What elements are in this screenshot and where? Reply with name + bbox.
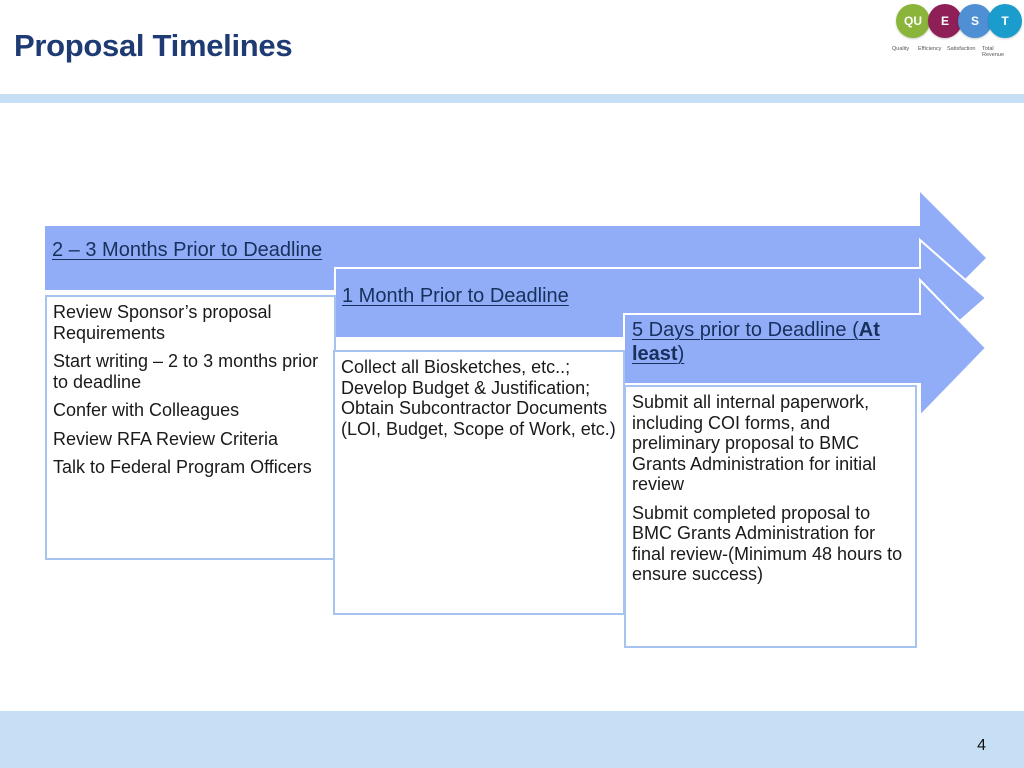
phase-1-heading: 2 – 3 Months Prior to Deadline (52, 239, 323, 261)
phase-3-item: Submit all internal paperwork, including COI forms, and preliminary proposal to BMC Grants Administration for initial review (632, 392, 877, 494)
page-number: 4 (977, 737, 986, 754)
phase-1-item: Confer with Colleagues (53, 400, 240, 420)
phase-1-item: Start writing – 2 to 3 months prior to deadline (53, 351, 319, 392)
phase-1-item: Talk to Federal Program Officers (53, 457, 312, 477)
page-title: Proposal Timelines (14, 28, 293, 63)
phase-3-item: Submit completed proposal to BMC Grants Administration for final review-(Minimum 48 hours to ensure success) (632, 502, 903, 584)
phase-1-item: Review Sponsor’s proposal Requirements (53, 302, 272, 343)
logo-caption-efficiency: Efficiency (918, 46, 942, 52)
phase-3-heading: 5 Days prior to Deadline (At least) (632, 319, 880, 365)
phase-2-box (333, 350, 625, 615)
logo-caption-revenue: Total Revenue (982, 46, 1005, 58)
phase-2-item: Collect all Biosketches, etc..; Develop Budget & Justification; Obtain Subcontractor Documents (LOI, Budget, Scope of Work, etc.) (341, 357, 616, 439)
logo-caption-satisfaction: Satisfaction (947, 46, 976, 52)
logo-circle-revenue: T (988, 4, 1022, 38)
logo-caption-quality: Quality (892, 46, 910, 52)
phase-2-heading: 1 Month Prior to Deadline (342, 285, 569, 307)
logo-circle-quality: QU (896, 4, 930, 38)
logo-circle-efficiency: E (928, 4, 962, 38)
phase-1-item: Review RFA Review Criteria (53, 428, 279, 449)
logo-circle-satisfaction: S (958, 4, 992, 38)
phase-3-box (624, 385, 917, 648)
footer-band (0, 711, 1024, 768)
phase-1-box (45, 295, 336, 560)
